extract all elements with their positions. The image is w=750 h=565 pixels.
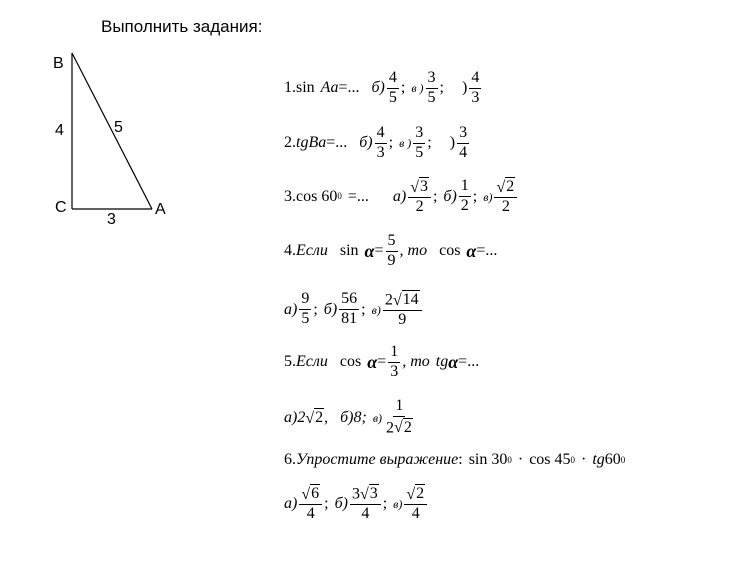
task-5: 5. Если cos α = $\frac{1}{3}$ , то tg α =... <box>284 343 480 380</box>
side-ab-line <box>72 53 152 209</box>
task-4: 4. Если sin α = $\frac{5}{9}$ , то cos α =... <box>284 232 498 269</box>
task-6: 6. Упростите выражение : sin 30 0 · cos 45 0 · tg 60 0 <box>284 451 626 468</box>
side-bc-label: 4 <box>55 122 64 139</box>
fraction: $\frac{1}{2}$ <box>460 177 469 215</box>
fraction: $\frac{5}{9}$ <box>387 232 396 269</box>
fraction: √ 2 4 <box>404 484 427 523</box>
fraction: $\frac{56}{81}$ <box>341 290 358 328</box>
fraction: $\frac{3}{5}$ <box>415 124 424 161</box>
task-1: 1.sin Aa =... б) $\frac{4}{5}$ ; в ) $\frac{3}{5}$ ; ) $\frac{4}{3}$ <box>284 69 480 106</box>
task-6-options: а) √ 6 4 ; б) 3 √ 3 4 ; в) √ 2 4 <box>284 484 429 523</box>
vertex-b-label: B <box>53 55 64 72</box>
side-ab-label: 5 <box>114 119 123 136</box>
fraction: $\frac{3}{5}$ <box>427 69 436 106</box>
task-2: 2. tgBa =... б) $\frac{4}{3}$ ; в ) $\frac{3}{5}$ ; ) $\frac{3}{4}$ <box>284 124 468 161</box>
fraction: $\frac{4}{3}$ <box>376 124 385 161</box>
fraction: 1 2 √ 2 <box>386 397 412 437</box>
fraction: $\frac{3}{4}$ <box>459 124 468 161</box>
side-ca-label: 3 <box>107 211 116 228</box>
vertex-c-label: C <box>55 199 67 216</box>
fraction: $\frac{9}{5}$ <box>301 290 310 328</box>
task-3: 3.cos 60 0 =... а) √ 3 2 ; б) $\frac{1}{2}$ ; в) √ 2 2 <box>284 177 519 216</box>
page-title: Выполнить задания: <box>101 17 263 36</box>
task-5-options: а)2 √ 2 , б)8; в) 1 2 √ 2 <box>284 398 417 437</box>
fraction: √ 2 2 <box>494 177 517 216</box>
fraction: √ 6 4 <box>299 484 322 523</box>
fraction: $\frac{1}{3}$ <box>390 343 399 380</box>
task-4-options: а) $\frac{9}{5}$ ; б) $\frac{56}{81}$ ; в) 2 √ 14 9 <box>284 290 424 329</box>
fraction: $\frac{4}{5}$ <box>388 69 397 106</box>
fraction: 2 √ 14 9 <box>383 290 422 329</box>
vertex-a-label: A <box>155 201 166 218</box>
fraction: 3 √ 3 4 <box>350 484 381 523</box>
fraction: √ 3 2 <box>408 177 431 216</box>
right-triangle-diagram <box>0 0 200 240</box>
fraction: $\frac{4}{3}$ <box>471 69 480 106</box>
